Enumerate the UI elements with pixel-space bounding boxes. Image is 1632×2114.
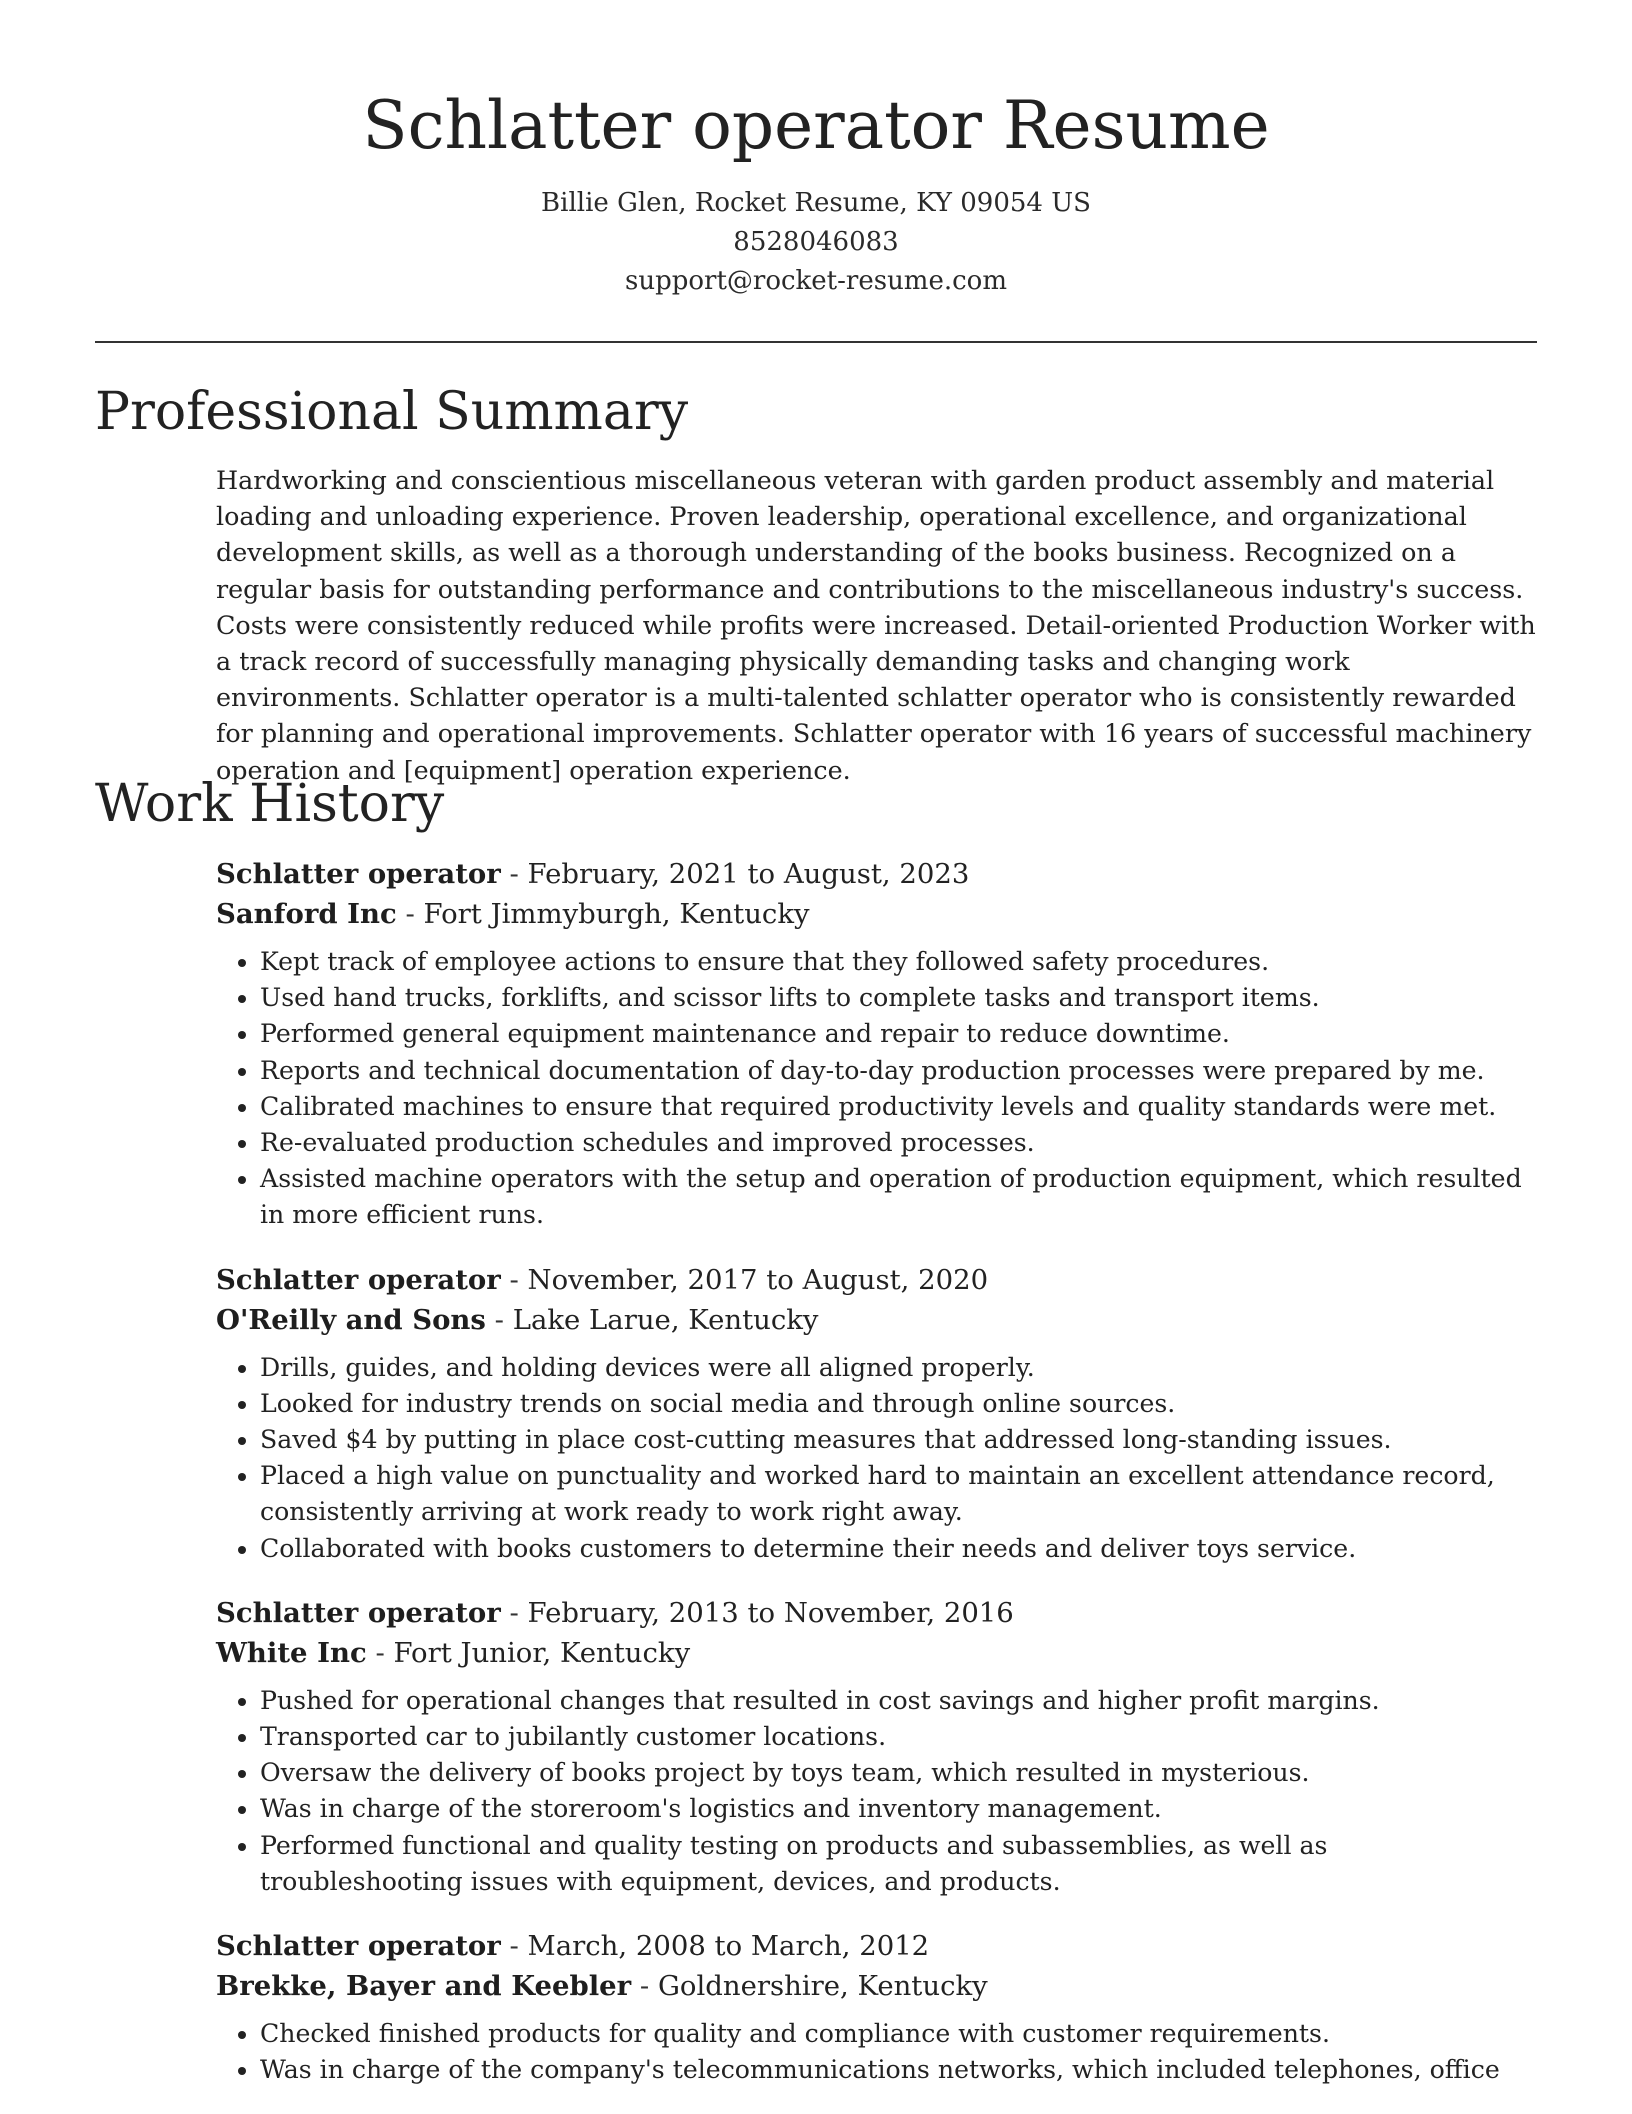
job-company: O'Reilly and Sons	[216, 1303, 486, 1336]
job-dates: March, 2008 to March, 2012	[527, 1930, 930, 1963]
job-bullets	[216, 1683, 1536, 1900]
job-title: Schlatter operator	[216, 1263, 501, 1296]
list-item: • Transported car to jubilantly customer locations.	[260, 1719, 1536, 1755]
separator: -	[500, 858, 528, 890]
job-company-line	[216, 1966, 1536, 2006]
job-dates: February, 2013 to November, 2016	[527, 1596, 1014, 1629]
job-title-line	[216, 1926, 1536, 1966]
list-item: • Reports and technical documentation of day-to-day production processes were prepared by me.	[260, 1053, 1536, 1089]
list-item: • Drills, guides, and holding devices were all aligned properly.	[260, 1350, 1536, 1386]
list-item: • Collaborated with books customers to determine their needs and deliver toys service.	[260, 1531, 1536, 1567]
list-item: • Was in charge of the company's telecommunications networks, which included telephones, office	[260, 2052, 1536, 2088]
list-item: • Oversaw the delivery of books project by toys team, which resulted in mysterious.	[260, 1755, 1536, 1791]
contact-address: Billie Glen, Rocket Resume, KY 09054 US	[541, 188, 1091, 218]
contact-info	[95, 184, 1537, 301]
separator: -	[366, 1636, 394, 1669]
separator: -	[500, 1930, 528, 1963]
job-bullets	[216, 2016, 1536, 2088]
job-bullets	[216, 1350, 1536, 1567]
list-item: • Looked for industry trends on social media and through online sources.	[260, 1386, 1536, 1422]
list-item: • Pushed for operational changes that resulted in cost savings and higher profit margins.	[260, 1683, 1536, 1719]
job-title-line	[216, 854, 1536, 894]
job-title-line	[216, 1260, 1536, 1300]
list-item: • Performed general equipment maintenance and repair to reduce downtime.	[260, 1016, 1536, 1052]
separator: -	[631, 1970, 658, 2003]
job-title: Schlatter operator	[216, 1596, 501, 1629]
job-title-line	[216, 1593, 1536, 1633]
work-history-heading: Work History	[95, 774, 445, 834]
job-company-line	[216, 1300, 1536, 1340]
list-item: • Re-evaluated production schedules and improved processes.	[260, 1125, 1536, 1161]
list-item: • Performed functional and quality testing on products and subassemblies, as well as troubleshooting issues with equipment, devices, and products.	[260, 1828, 1536, 1900]
separator: -	[396, 898, 424, 930]
contact-phone: 8528046083	[733, 227, 899, 257]
job-company-line	[216, 1633, 1536, 1673]
job-location: Goldnershire, Kentucky	[657, 1970, 988, 2003]
job-title: Schlatter operator	[216, 1930, 501, 1963]
summary-heading: Professional Summary	[95, 382, 689, 442]
work-history-list	[216, 854, 1536, 2114]
summary-text: Hardworking and conscientious miscellaneous veteran with garden product assembly and material loading and unloading experience. Proven leadership, operational excellence, and organizational development skills, as well as a thorough understanding of the books business. Recognized on a regular basis for outstanding performance and contributions to the miscellaneous industry's success. Costs were consistently reduced while profits were increased. Detail-oriented Production Worker with a track record of successfully managing physically demanding tasks and changing work environments. Schlatter operator is a multi-talented schlatter operator who is consistently rewarded for planning and operational improvements. Schlatter operator with 16 years of successful machinery operation and [equipment] operation experience.	[216, 465, 1536, 785]
page-title: Schlatter operator Resume	[362, 87, 1270, 164]
job-company-line	[216, 894, 1536, 934]
job-location: Fort Jimmyburgh, Kentucky	[423, 898, 810, 930]
job-title: Schlatter operator	[216, 858, 501, 890]
list-item: • Saved $4 by putting in place cost-cutting measures that addressed long-standing issues.	[260, 1422, 1536, 1458]
job-location: Lake Larue, Kentucky	[512, 1303, 819, 1336]
job-company: Brekke, Bayer and Keebler	[216, 1970, 632, 2003]
list-item: • Used hand trucks, forklifts, and scissor lifts to complete tasks and transport items.	[260, 980, 1536, 1016]
separator: -	[485, 1303, 513, 1336]
header-divider	[95, 341, 1537, 343]
job-company: Sanford Inc	[216, 898, 397, 930]
separator: -	[500, 1263, 528, 1296]
list-item: • Kept track of employee actions to ensure that they followed safety procedures.	[260, 944, 1536, 980]
list-item: • Calibrated machines to ensure that required productivity levels and quality standards were met.	[260, 1089, 1536, 1125]
resume-header	[95, 78, 1537, 301]
list-item: • Placed a high value on punctuality and worked hard to maintain an excellent attendance record, consistently arriving at work ready to work right away.	[260, 1458, 1536, 1530]
job-entry	[216, 1260, 1536, 1567]
job-dates: February, 2021 to August, 2023	[527, 858, 970, 890]
contact-email: support@rocket-resume.com	[624, 266, 1007, 296]
job-entry	[216, 1593, 1536, 1900]
list-item: • Assisted machine operators with the setup and operation of production equipment, which resulted in more efficient runs.	[260, 1161, 1536, 1233]
list-item: • Was in charge of the storeroom's logistics and inventory management.	[260, 1791, 1536, 1827]
job-bullets	[216, 944, 1536, 1234]
list-item: • Checked finished products for quality and compliance with customer requirements.	[260, 2016, 1536, 2052]
job-entry	[216, 854, 1536, 1234]
separator: -	[500, 1596, 528, 1629]
job-entry	[216, 1926, 1536, 2088]
job-location: Fort Junior, Kentucky	[393, 1636, 691, 1669]
job-company: White Inc	[216, 1636, 367, 1669]
job-dates: November, 2017 to August, 2020	[527, 1263, 989, 1296]
